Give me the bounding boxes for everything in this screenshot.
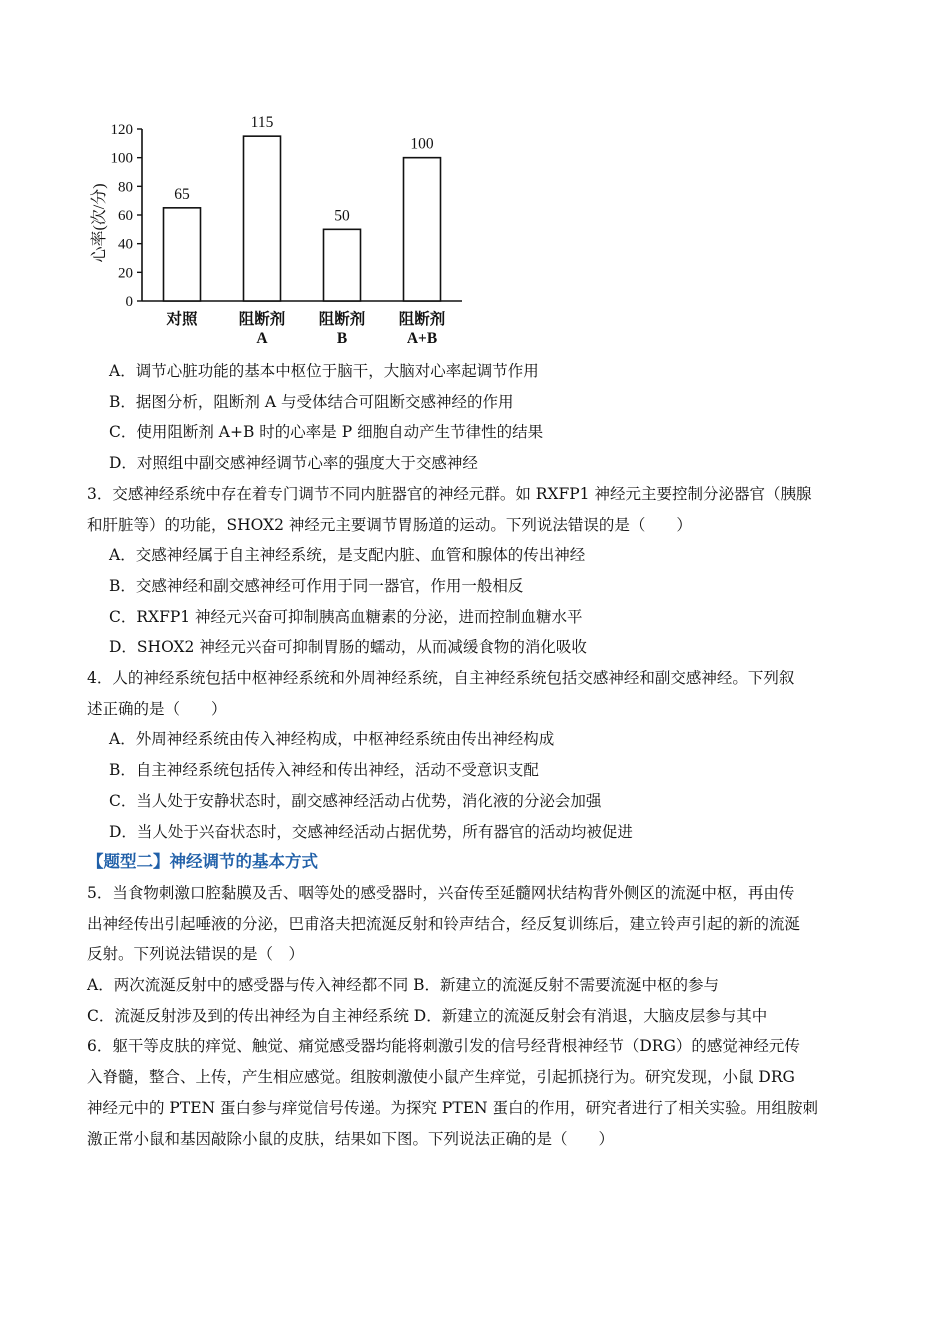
q4-option-b: B．自主神经系统包括传入神经和传出神经，活动不受意识支配 <box>109 761 539 780</box>
q6-stem-line-2: 入脊髓，整合、上传，产生相应感觉。组胺刺激使小鼠产生痒觉，引起抓挠行为。研究发现，小鼠 DRG <box>87 1068 795 1087</box>
q6-stem-line-4: 激正常小鼠和基因敲除小鼠的皮肤，结果如下图。下列说法正确的是（ ） <box>87 1129 615 1148</box>
q4-option-d: D．当人处于兴奋状态时，交感神经活动占据优势，所有器官的活动均被促进 <box>109 822 633 841</box>
q6-stem-line-3: 神经元中的 PTEN 蛋白参与痒觉信号传递。为探究 PTEN 蛋白的作用，研究者进行了相关实验。用组胺刺 <box>87 1098 819 1117</box>
bar-value-label: 65 <box>174 185 190 203</box>
x-tick-label: 对照 <box>166 311 198 328</box>
heart-rate-bar-chart <box>80 108 480 358</box>
q4-stem-line-2: 述正确的是（ ） <box>87 699 227 718</box>
q2-option-a: A．调节心脏功能的基本中枢位于脑干，大脑对心率起调节作用 <box>109 362 539 380</box>
q3-option-b: B．交感神经和副交感神经可作用于同一器官，作用一般相反 <box>109 576 524 595</box>
q3-option-c: C．RXFP1 神经元兴奋可抑制胰高血糖素的分泌，进而控制血糖水平 <box>109 607 583 626</box>
q2-option-b: B．据图分析，阻断剂 A 与受体结合可阻断交感神经的作用 <box>109 392 514 411</box>
y-tick-label: 0 <box>125 294 133 310</box>
q3-stem-line-2: 和肝脏等）的功能，SHOX2 神经元主要调节胃肠道的运动。下列说法错误的是（ ） <box>87 515 692 534</box>
bar-value-label: 100 <box>410 135 434 153</box>
q3-option-d: D．SHOX2 神经元兴奋可抑制胃肠的蠕动，从而减缓食物的消化吸收 <box>109 638 587 657</box>
q3-stem-line-1: 3．交感神经系统中存在着专门调节不同内脏器官的神经元群。如 RXFP1 神经元主要控制分泌器官（胰腺 <box>87 484 812 503</box>
question-3 <box>87 479 867 663</box>
bar-value-label: 50 <box>334 207 350 225</box>
y-tick-label: 20 <box>118 265 133 282</box>
q2-options <box>87 356 867 479</box>
x-tick-label: 阻断剂 <box>318 311 366 328</box>
y-tick-label: 120 <box>110 122 133 138</box>
section-heading: 【题型二】神经调节的基本方式 <box>87 852 318 872</box>
q2-option-c: C．使用阻断剂 A+B 时的心率是 P 细胞自动产生节律性的结果 <box>109 423 544 442</box>
x-tick-label: A+B <box>406 330 438 347</box>
y-tick-label: 60 <box>118 208 133 224</box>
y-tick-label: 100 <box>110 150 133 167</box>
chart-svg <box>80 108 480 358</box>
question-6 <box>87 1031 867 1154</box>
q6-stem-line-1: 6．躯干等皮肤的痒觉、触觉、痛觉感受器均能将刺激引发的信号经背根神经节（DRG）的感觉神经元传 <box>87 1037 800 1056</box>
bar <box>404 158 441 301</box>
q5-stem-line-3: 反射。下列说法错误的是（ ） <box>87 945 305 964</box>
question-4 <box>87 663 867 847</box>
x-tick-label: B <box>336 330 348 347</box>
q3-option-a: A．交感神经属于自主神经系统，是支配内脏、血管和腺体的传出神经 <box>109 546 586 565</box>
y-axis-label: 心率(次/分) <box>91 183 108 263</box>
bar <box>324 229 361 301</box>
x-tick-label: 阻断剂 <box>238 311 286 328</box>
q2-option-d: D．对照组中副交感神经调节心率的强度大于交感神经 <box>109 454 478 473</box>
y-tick-label: 40 <box>118 236 133 253</box>
q5-stem-line-2: 出神经传出引起唾液的分泌，巴甫洛夫把流涎反射和铃声结合，经反复训练后，建立铃声引起的新的流涎 <box>87 914 801 933</box>
question-content <box>87 356 867 1154</box>
q4-option-c: C．当人处于安静状态时，副交感神经活动占优势，消化液的分泌会加强 <box>109 791 602 810</box>
q5-options-cd: C．流涎反射涉及到的传出神经为自主神经系统 D．新建立的流涎反射会有消退，大脑皮层参与其中 <box>87 1006 768 1025</box>
q5-stem-line-1: 5．当食物刺激口腔黏膜及舌、咽等处的感受器时，兴奋传至延髓网状结构背外侧区的流涎中枢，再由传 <box>87 883 795 902</box>
y-tick-label: 80 <box>118 179 133 196</box>
q5-options-ab: A．两次流涎反射中的感受器与传入神经都不同 B．新建立的流涎反射不需要流涎中枢的参与 <box>87 976 720 995</box>
q4-stem-line-1: 4．人的神经系统包括中枢神经系统和外周神经系统，自主神经系统包括交感神经和副交感神经。下列叙 <box>87 669 795 688</box>
bar <box>164 208 201 301</box>
bar <box>244 136 281 301</box>
x-tick-label: 阻断剂 <box>398 311 446 328</box>
bar-value-label: 115 <box>250 114 274 132</box>
q4-option-a: A．外周神经系统由传入神经构成，中枢神经系统由传出神经构成 <box>109 730 555 749</box>
x-tick-label: A <box>256 330 268 347</box>
question-5 <box>87 878 867 1032</box>
